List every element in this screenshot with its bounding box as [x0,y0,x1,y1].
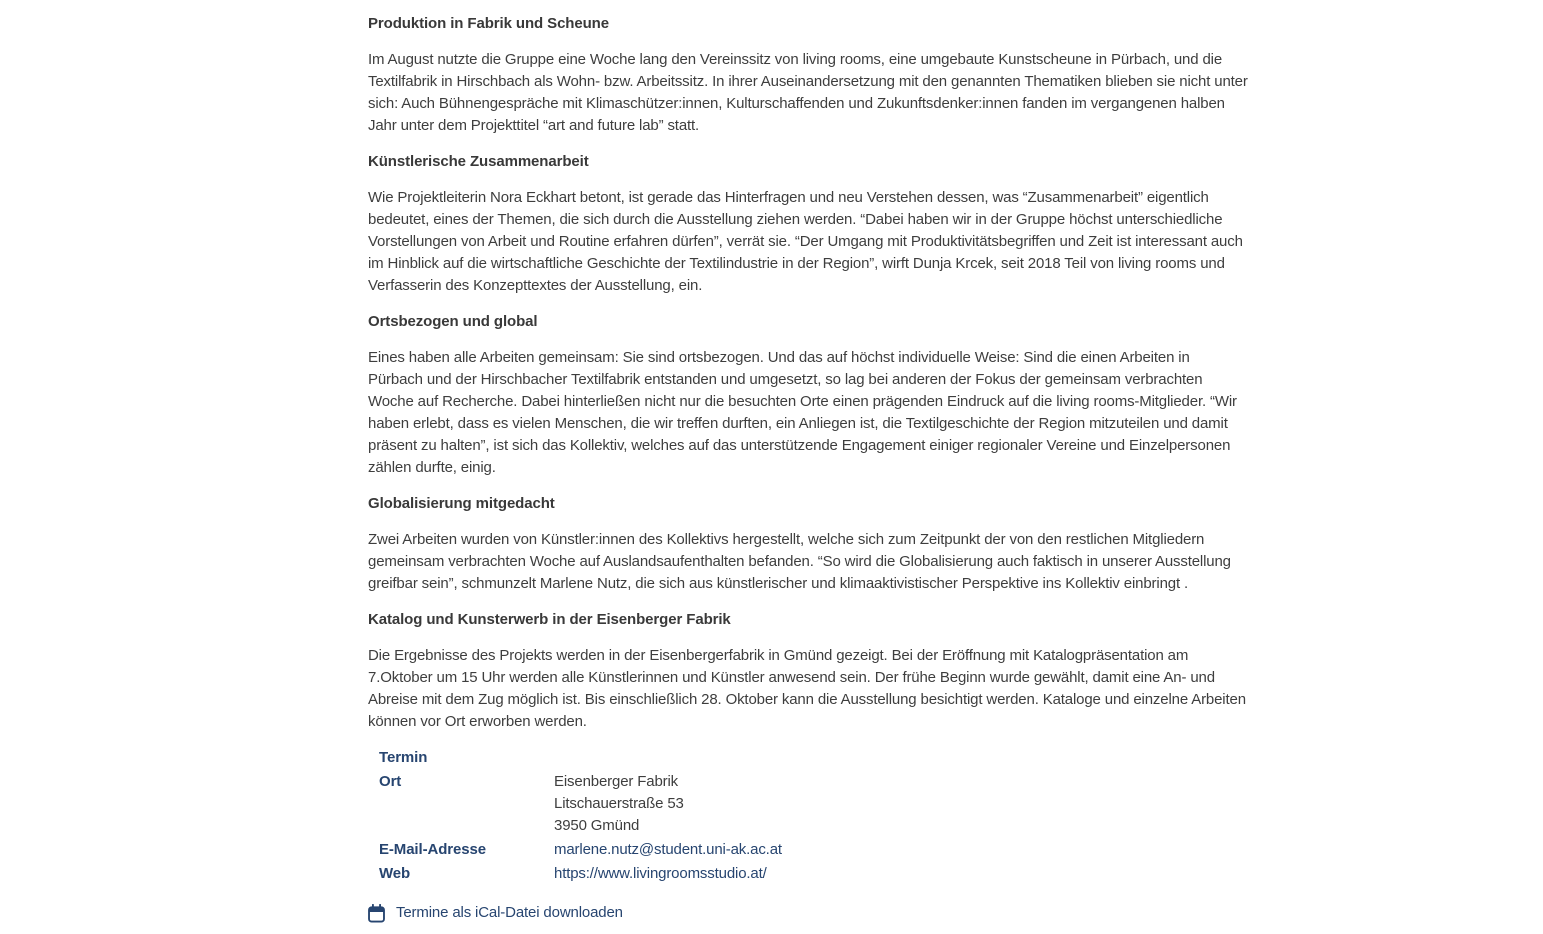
venue-name: Eisenberger Fabrik [554,773,679,790]
details-row-web [379,863,1248,885]
details-value [554,863,767,885]
details-label: Termin [379,749,428,766]
section-heading: Produktion in Fabrik und Scheune [368,15,609,32]
details-label: Ort [379,773,402,790]
section-heading: Künstlerische Zusammenarbeit [368,153,589,170]
section-paragraph: Zwei Arbeiten wurden von Künstler:innen des Kollektivs hergestellt, welche sich zum Zeitpunkt der von den restlichen Mitgliedern gemeinsam verbrachten Woche auf Auslandsaufenthalten befanden. “So wird die Globalisierung auch faktisch in unserer Ausstellung greifbar sein”, schmunzelt Marlene Nutz, die sich aus künstlerischer und klimaaktivistischer Perspektive ins Kollektiv einbringt . [368,531,1231,592]
section-heading: Katalog und Kunsterwerb in der Eisenberger Fabrik [368,611,731,628]
section-paragraph: Im August nutzte die Gruppe eine Woche lang den Vereinssitz von living rooms, eine umgebaute Kunstscheune in Pürbach, und die Textilfabrik in Hirschbach als Wohn- bzw. Arbeitssitz. In ihrer Auseinandersetzung mit den genannten Thematiken blieben sie nicht unter sich: Auch Bühnengespräche mit Klimaschützer:innen, Kulturschaffenden und Zukunftsdenker:innen fanden im vergangenen halben Jahr unter dem Projekttitel “art and future lab” statt. [368,51,1248,134]
section-paragraph: Wie Projektleiterin Nora Eckhart betont, ist gerade das Hinterfragen und neu Verstehen dessen, was “Zusammenarbeit” eigentlich bedeutet, eines der Themen, die sich durch die Ausstellung ziehen werden. “Dabei haben wir in der Gruppe höchst unterschiedliche Vorstellungen von Arbeit und Routine erfahren dürfen”, verrät sie. “Der Umgang mit Produktivitätsbegriffen und Zeit ist interessant auch im Hinblick auf die wirtschaftliche Geschichte der Textilindustrie in der Region”, wirft Dunja Krcek, seit 2018 Teil von living rooms und Verfasserin des Konzepttextes der Ausstellung, ein. [368,189,1243,294]
ical-download-link[interactable]: Termine als iCal-Datei downloaden [396,904,623,921]
section-katalog [368,609,1248,733]
article-content [368,13,1248,924]
event-details [379,747,1248,885]
section-paragraph: Eines haben alle Arbeiten gemeinsam: Sie sind ortsbezogen. Und das auf höchst individuelle Weise: Sind die einen Arbeiten in Pürbach und der Hirschbacher Textilfabrik entstanden und umgesetzt, so lag bei anderen der Fokus der gemeinsam verbrachten Woche auf Recherche. Dabei hinterließen nicht nur die besuchten Orte einen prägenden Eindruck auf die living rooms-Mitglieder. “Wir haben erlebt, dass es vielen Menschen, die wir treffen durften, ein Anliegen ist, die Textilgeschichte der Region mitzuteilen und damit präsent zu halten”, ist sich das Kollektiv, welches auf das unterstützende Engagement einiger regionaler Vereine und Einzelpersonen zählen durfte, einig. [368,349,1237,476]
calendar-icon [368,904,385,923]
ical-download [368,902,1248,924]
details-value [554,839,782,861]
email-link[interactable]: marlene.nutz@student.uni-ak.ac.at [554,841,782,858]
section-produktion [368,13,1248,137]
venue-city: 3950 Gmünd [554,817,640,834]
section-ortsbezogen [368,311,1248,479]
section-heading: Globalisierung mitgedacht [368,495,555,512]
details-label: E-Mail-Adresse [379,841,486,858]
section-paragraph: Die Ergebnisse des Projekts werden in der Eisenbergerfabrik in Gmünd gezeigt. Bei der Eröffnung mit Katalogpräsentation am 7.Oktober um 15 Uhr werden alle Künstlerinnen und Künstler anwesend sein. Der frühe Beginn wurde gewählt, damit eine An- und Abreise mit dem Zug möglich ist. Bis einschließlich 28. Oktober kann die Ausstellung besichtigt werden. Kataloge und einzelne Arbeiten können vor Ort erworben werden. [368,647,1246,730]
details-row-email [379,839,1248,861]
section-zusammenarbeit [368,151,1248,297]
details-value [554,771,684,837]
web-link[interactable]: https://www.livingroomsstudio.at/ [554,865,767,882]
details-row-termin [379,747,1248,769]
details-label: Web [379,865,411,882]
venue-street: Litschauerstraße 53 [554,795,684,812]
section-globalisierung [368,493,1248,595]
section-heading: Ortsbezogen und global [368,313,538,330]
details-row-ort [379,771,1248,837]
